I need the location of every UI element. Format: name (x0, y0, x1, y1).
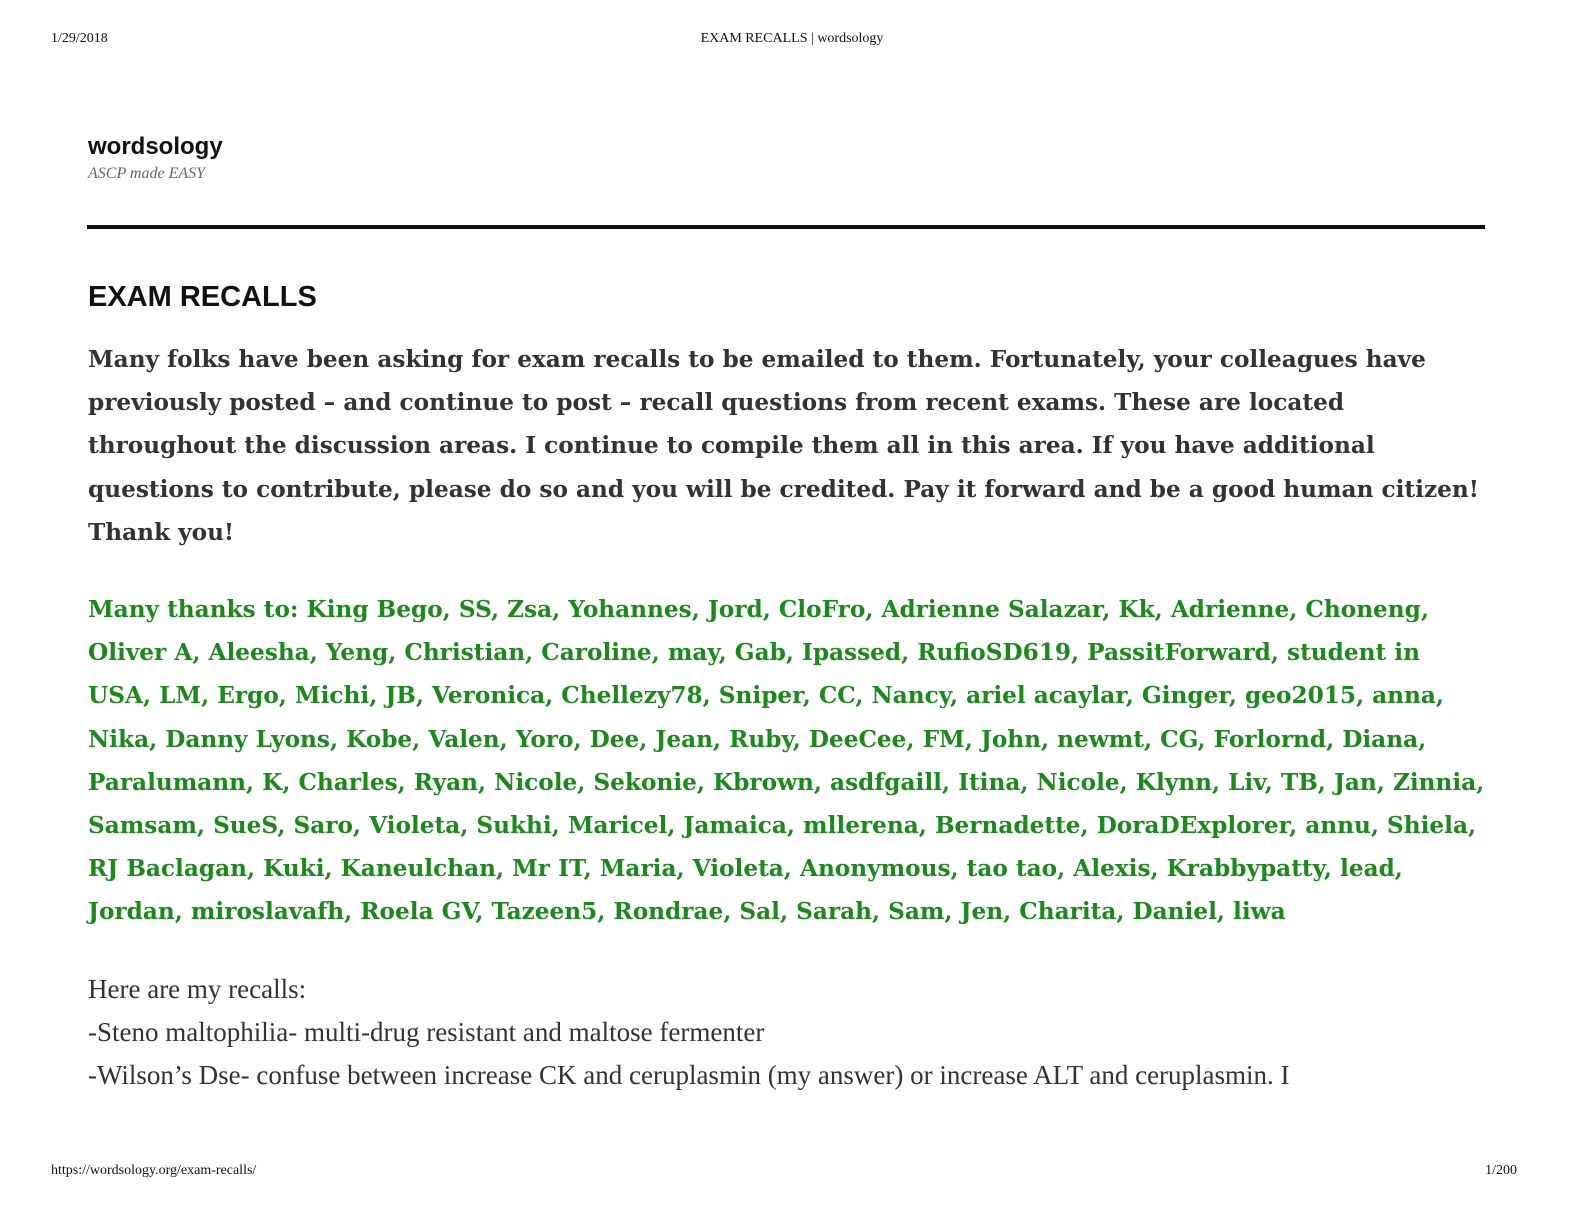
recalls-section (88, 968, 1488, 1097)
print-footer (0, 1163, 1584, 1181)
recall-item: -Wilson’s Dse- confuse between increase CK and ceruplasmin (my answer) or increase ALT and ceruplasmin. I (88, 1059, 1290, 1090)
print-url: https://wordsology.org/exam-recalls/ (51, 1163, 257, 1178)
site-tagline: ASCP made EASY (88, 165, 206, 182)
article-title: EXAM RECALLS (88, 281, 317, 313)
site-title-link[interactable]: wordsology (88, 133, 223, 160)
print-page-title: EXAM RECALLS | wordsology (700, 31, 884, 46)
print-date: 1/29/2018 (51, 31, 108, 46)
thanks-paragraph: Many thanks to: King Bego, SS, Zsa, Yohannes, Jord, CloFro, Adrienne Salazar, Kk, Adrienne, Choneng, Oliver A, Aleesha, Yeng, Christian, Caroline, may, Gab, Ipassed, RufioSD619, PassitForward, student in USA, LM, Ergo, Michi, JB, Veronica, Chellezy78, Sniper, CC, Nancy, ariel acaylar, Ginger, geo2015, anna, Nika, Danny Lyons, Kobe, Valen, Yoro, Dee, Jean, Ruby, DeeCee, FM, John, newmt, CG, Forlornd, Diana, Paralumann, K, Charles, Ryan, Nicole, Sekonie, Kbrown, asdfgaill, Itina, Nicole, Klynn, Liv, TB, Jan, Zinnia, Samsam, SueS, Saro, Violeta, Sukhi, Maricel, Jamaica, mllerena, Bernadette, DoraDExplorer, annu, Shiela, RJ Baclagan, Kuki, Kaneulchan, Mr IT, Maria, Violeta, Anonymous, tao tao, Alexis, Krabbypatty, lead, Jordan, miroslavafh, Roela GV, Tazeen5, Rondrae, Sal, Sarah, Sam, Jen, Charita, Daniel, liwa (88, 596, 1485, 926)
intro-paragraph: Many folks have been asking for exam recalls to be emailed to them. Fortunately, your colleagues have previously posted – and continue to post – recall questions from recent exams. These are located throughout the discussion areas. I continue to compile them all in this area. If you have additional questions to contribute, please do so and you will be credited. Pay it forward and be a good human citizen! Thank you! (88, 346, 1479, 546)
print-header (0, 31, 1584, 49)
article-content (88, 279, 1488, 1097)
header-divider (87, 225, 1485, 229)
recalls-heading: Here are my recalls: (88, 973, 307, 1004)
recall-item: -Steno maltophilia- multi-drug resistant and maltose fermenter (88, 1016, 765, 1047)
site-header (88, 133, 223, 183)
print-page-number: 1/200 (1485, 1163, 1517, 1178)
